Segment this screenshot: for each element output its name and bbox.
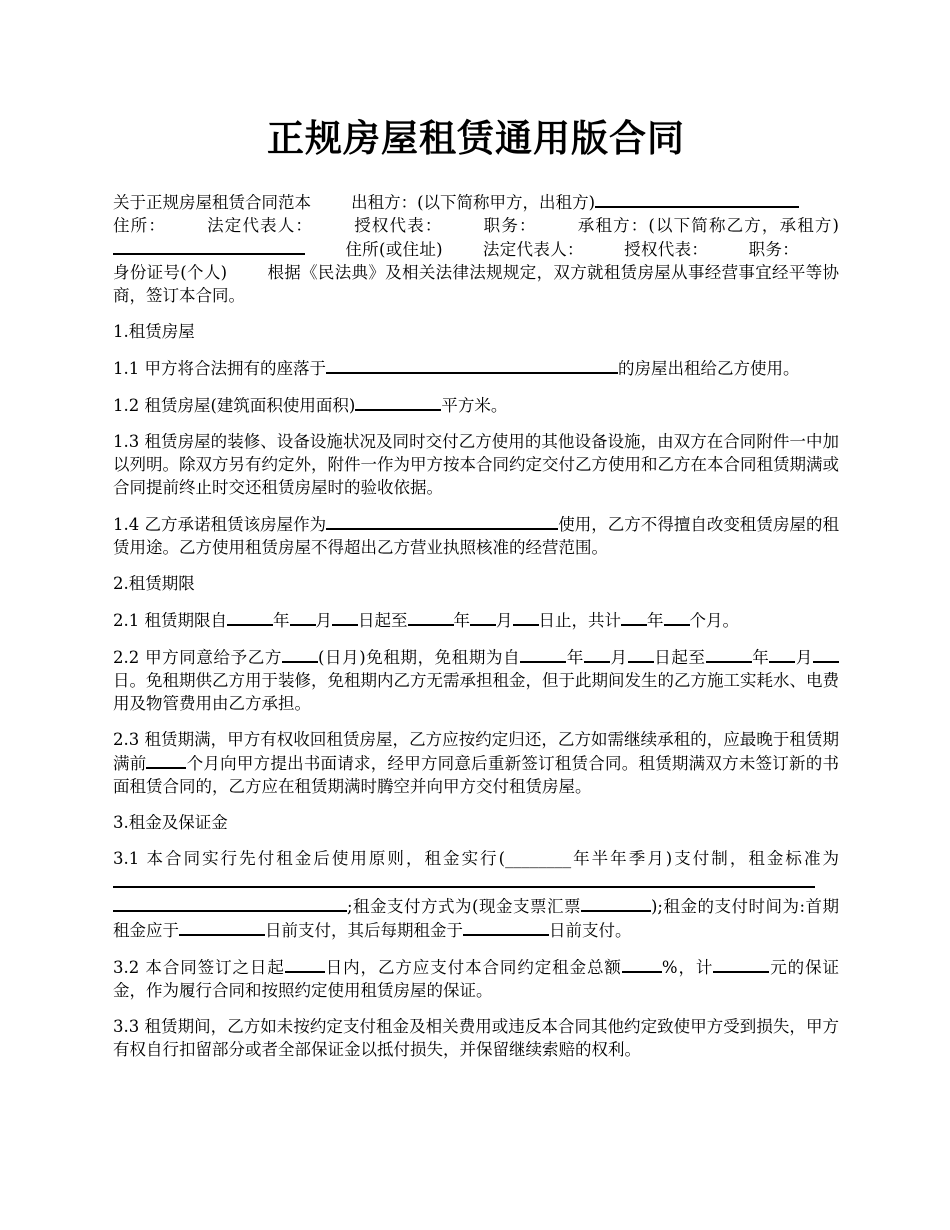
blank-line [664, 608, 690, 626]
blank-line [332, 608, 358, 626]
clause-1-4 [113, 512, 839, 559]
clause-text: 年 [453, 611, 470, 630]
clause-text: 2.1 租赁期限自 [113, 611, 227, 630]
clause-text: 月 [609, 648, 628, 667]
intro-text: 授权代表： [353, 216, 443, 235]
clause-text: 日止，共计 [538, 611, 621, 630]
blank-line [628, 645, 654, 663]
clause-1-1 [113, 356, 839, 380]
clause-text: 年 [647, 611, 664, 630]
blank-line [282, 645, 318, 663]
clause-3-3: 3.3 租赁期间，乙方如未按约定支付租金及相关费用或违反本合同其他约定致使甲方受到损失，甲方有权自行扣留部分或者全部保证金以抵付损失，并保留继续索赔的权利。 [113, 1017, 839, 1059]
section-heading-2: 2.租赁期限 [113, 574, 195, 593]
blank-line [513, 608, 539, 626]
clause-text: 年 [566, 648, 584, 667]
blank-line [813, 645, 839, 663]
clause-3-1 [113, 847, 839, 942]
clause-text: ;租金支付方式为(现金支票汇票 [347, 897, 581, 916]
intro-text: 职务： [748, 240, 800, 259]
blank-line [463, 918, 549, 936]
intro-text: 住所(或住址) [345, 240, 443, 259]
clause-text: 日内，乙方应支付本合同约定租金总额 [324, 958, 622, 977]
blank-line [470, 608, 496, 626]
blank-line [113, 237, 305, 255]
clause-text: 年 [751, 648, 770, 667]
blank-line [706, 645, 752, 663]
clause-text: 日前支付，其后每期租金于 [265, 921, 463, 940]
blank-line [408, 608, 454, 626]
clause-text: 1.4 乙方承诺租赁该房屋作为 [113, 515, 327, 534]
clause-text: 个月。 [689, 611, 739, 630]
clause-text: 1.1 甲方将合法拥有的座落于 [113, 359, 326, 378]
blank-line [326, 512, 558, 530]
blank-line [285, 955, 325, 973]
blank-line [787, 190, 799, 208]
blank-line [113, 870, 815, 888]
blank-line [622, 955, 662, 973]
intro-text: 职务： [482, 216, 537, 235]
blank-line [520, 645, 566, 663]
blank-line [326, 356, 618, 374]
document-title: 正规房屋租赁通用版合同 [267, 116, 685, 160]
intro-text: 出租方：(以下简称甲方，出租方) [351, 193, 596, 212]
blank-line [113, 894, 347, 912]
intro-text: 法定代表人： [205, 216, 314, 235]
clause-text: 元的保证金，作为履行合同和按照约定使用租赁房屋的保证。 [113, 958, 839, 1000]
clause-text: 3.2 本合同签订之日起 [113, 958, 285, 977]
clause-text: 月 [315, 611, 332, 630]
intro-text: 住所： [113, 216, 166, 235]
clause-2-2 [113, 645, 839, 715]
document-page [113, 0, 839, 1074]
clause-1-3: 1.3 租赁房屋的装修、设备设施状况及同时交付乙方使用的其他设备设施，由双方在合同附件一中加以列明。除双方另有约定外，附件一作为甲方按本合同约定交付乙方使用和乙方在本合同租赁期满或合同提前终止时交还租赁房屋时的验收依据。 [113, 432, 839, 497]
intro-text: 承租方：(以下简称乙方，承租方) [576, 216, 839, 235]
intro-text: 关于正规房屋租赁合同范本 [113, 193, 312, 212]
clause-1-2 [113, 393, 839, 417]
clause-text: 2.3 租赁期满，甲方有权收回租赁房屋，乙方应按约定归还，乙方如需继续承租的，应最晚于租赁期满前 [113, 730, 839, 773]
section-heading-3: 3.租金及保证金 [113, 813, 228, 832]
blank-line [179, 918, 265, 936]
blank-line [595, 190, 787, 208]
clause-2-1 [113, 608, 839, 632]
clause-text: 年 [273, 611, 290, 630]
clause-text: 月 [795, 648, 814, 667]
clause-text: );租金的支付时间为:首期租金应于 [113, 897, 839, 940]
clause-text: 日前支付。 [549, 921, 632, 940]
clause-text: 月 [496, 611, 513, 630]
clause-text: 使用，乙方不得擅自改变租赁房屋的租赁用途。乙方使用租赁房屋不得超出乙方营业执照核准的经营范围。 [113, 515, 839, 557]
clause-2-3 [113, 728, 839, 798]
blank-line [290, 608, 316, 626]
blank-line [584, 645, 610, 663]
intro-text: 法定代表人： [482, 240, 584, 259]
clause-3-2 [113, 955, 839, 1002]
clause-text: 平方米。 [441, 396, 508, 415]
blank-line [713, 955, 769, 973]
clause-text: 日起至 [358, 611, 408, 630]
clause-text: %，计 [661, 958, 714, 977]
section-heading-1: 1.租赁房屋 [113, 322, 195, 341]
clause-text: (日月)免租期，免租期为自 [317, 648, 521, 667]
clause-text: 个月向甲方提出书面请求，经甲方同意后重新签订租赁合同。租赁期满双方未签订新的书面租赁合同的，乙方应在租赁期满时腾空并向甲方交付租赁房屋。 [113, 754, 840, 796]
clause-text: 1.2 租赁房屋(建筑面积使用面积) [113, 396, 356, 415]
intro-text: 根据《民法典》及相关法律法规规定，双方就租赁房屋从事经营事宜经平等协商，签订本合同。 [113, 263, 840, 305]
blank-line [146, 751, 186, 769]
clause-text: 日起至 [653, 648, 706, 667]
clause-text: 2.2 甲方同意给予乙方 [113, 648, 282, 667]
blank-line [581, 894, 651, 912]
blank-line [621, 608, 647, 626]
clause-text: 日。免租期供乙方用于装修，免租期内乙方无需承担租金，但于此期间发生的乙方施工实耗水、电费用及物管费用由乙方承担。 [113, 671, 839, 713]
intro-text: 身份证号(个人) [113, 263, 228, 282]
blank-line [769, 645, 795, 663]
clause-text: 的房屋出租给乙方使用。 [618, 359, 800, 378]
blank-line [355, 393, 441, 411]
clause-text: 3.1 本合同实行先付租金后使用原则，租金实行(________年半年季月)支付制，租金标准为 [113, 849, 839, 868]
intro-text: 授权代表： [623, 240, 709, 259]
intro-paragraph [113, 190, 839, 307]
blank-line [227, 608, 273, 626]
